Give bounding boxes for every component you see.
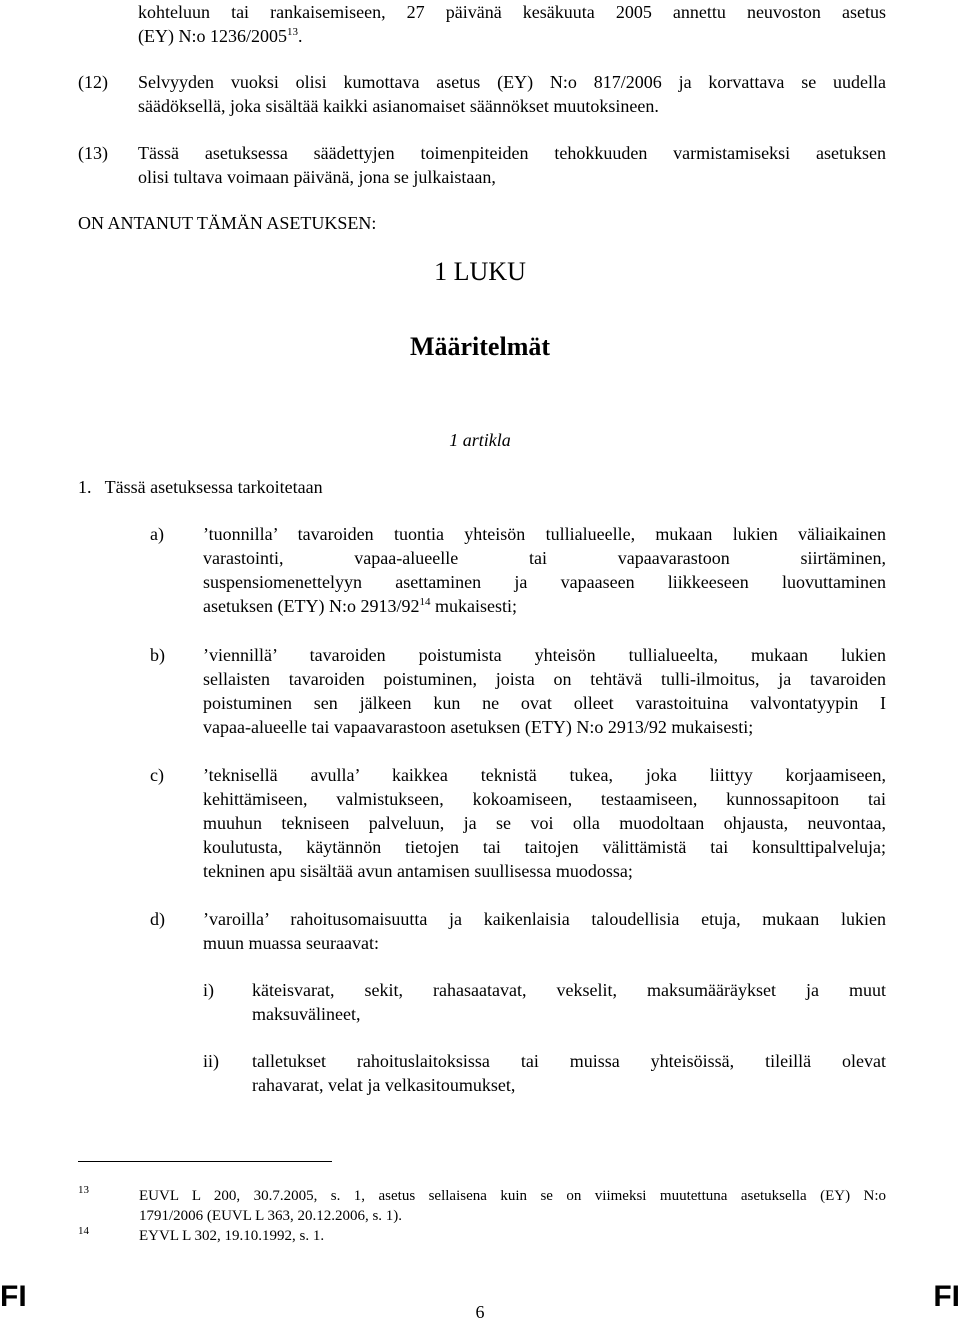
item-a	[203, 522, 886, 618]
item-text-line: asetuksen (ETY) N:o $2913/92^{14}$ mukaisesti;	[203, 596, 517, 616]
item-b	[203, 643, 886, 739]
item-label: c)	[150, 765, 164, 785]
footnote-number: 14	[78, 1225, 89, 1237]
recital-number: (12)	[78, 72, 108, 92]
item-text-line: varastointi, vapaa-alueelle tai vapaavarastoon siirtäminen,	[203, 548, 886, 568]
item-text-line: ’teknisellä avulla’ kaikkea teknistä tukea, joka liittyy korjaamiseen,	[203, 765, 886, 785]
item-label: d)	[150, 909, 165, 929]
item-label: a)	[150, 524, 164, 544]
item-text-line: sellaisten tavaroiden poistuminen, joista on tehtävä tulli-ilmoitus, ja tavaroiden	[203, 669, 886, 689]
footnote-text-line: EYVL L 302, 19.10.1992, s. 1.	[139, 1228, 325, 1244]
recital-text-line: kohteluun tai rankaisemiseen, 27 päivänä kesäkuuta 2005 annettu neuvoston asetus	[138, 2, 886, 22]
item-text-line: ’tuonnilla’ tavaroiden tuontia yhteisön tullialueelle, mukaan lukien väliaikainen	[203, 524, 886, 544]
recital-number: (13)	[78, 143, 108, 163]
item-text-line: poistuminen sen jälkeen kun ne ovat olleet varastoituina valvontatyypin I	[203, 693, 886, 713]
footnote-14	[139, 1226, 886, 1246]
subitem-text-line: rahavarat, velat ja velkasitoumukset,	[252, 1075, 516, 1095]
item-d	[203, 907, 886, 955]
subitem-label: ii)	[203, 1051, 219, 1071]
item-text-line: tekninen apu sisältää avun antamisen suullisessa muodossa;	[203, 861, 633, 881]
chapter-number: 1 LUKU	[434, 257, 526, 286]
item-text-line: ’viennillä’ tavaroiden poistumista yhteisön tullialueelta, mukaan lukien	[203, 645, 886, 665]
footnote-ref[interactable]: 14	[419, 596, 431, 608]
item-text-line: vapaa-alueelle tai vapaavarastoon asetuksen (ETY) N:o 2913/92 mukaisesti;	[203, 717, 754, 737]
footnote-ref[interactable]: 13	[286, 26, 298, 38]
footnote-separator	[78, 1161, 332, 1162]
recital-12	[138, 70, 886, 118]
recital-text-line: Tässä asetuksessa säädettyjen toimenpiteiden tehokkuuden varmistamiseksi asetuksen	[138, 143, 886, 163]
subitem-ii	[252, 1049, 886, 1097]
paragraph-1: 1. Tässä asetuksessa tarkoitetaan	[78, 477, 323, 497]
subitem-text-line: käteisvarat, sekit, rahasaatavat, vekselit, maksumääräykset ja muut	[252, 980, 886, 1000]
recital-text-line: (EY) N:o 1236/2005$^{13}$.	[138, 26, 303, 46]
footnote-text-line: EUVL L 200, 30.7.2005, s. 1, asetus sellaisena kuin se on viimeksi muutettuna asetuksella (EY) N:o	[139, 1188, 886, 1204]
article-title: 1 artikla	[449, 430, 511, 450]
subitem-label: i)	[203, 980, 214, 1000]
footer-language-right: FI	[933, 1280, 960, 1313]
page-number: 6	[475, 1302, 485, 1322]
footnote-number: 13	[78, 1184, 89, 1196]
subitem-text-line: talletukset rahoituslaitoksissa tai muissa yhteisöissä, tileillä olevat	[252, 1051, 886, 1071]
footer-language-left: FI	[0, 1280, 27, 1313]
recital-text-line: säädöksellä, joka sisältää kaikki asianomaiset säännökset muutoksineen.	[138, 96, 659, 116]
item-text-line: suspensiomenettelyyn asettaminen ja vapaaseen liikkeeseen luovuttaminen	[203, 572, 886, 592]
recital-continuation	[138, 0, 886, 48]
item-label: b)	[150, 645, 165, 665]
item-text-line: muuhun tekniseen palveluun, ja se voi olla muodoltaan ohjausta, neuvontaa,	[203, 813, 886, 833]
subitem-i	[252, 978, 886, 1026]
adoption-formula: ON ANTANUT TÄMÄN ASETUKSEN:	[78, 213, 377, 233]
subitem-text-line: maksuvälineet,	[252, 1004, 361, 1024]
item-text-line: ’varoilla’ rahoitusomaisuutta ja kaikenlaisia taloudellisia etuja, mukaan lukien	[203, 909, 886, 929]
recital-13	[138, 141, 886, 189]
footnote-13	[139, 1186, 886, 1226]
item-text-line: koulutusta, käytännön tietojen tai taitojen välittämistä tai konsulttipalveluja;	[203, 837, 886, 857]
recital-text-line: Selvyyden vuoksi olisi kumottava asetus (EY) N:o 817/2006 ja korvattava se uudella	[138, 72, 886, 92]
item-text-line: kehittämiseen, valmistukseen, kokoamiseen, testaamiseen, kunnossapitoon tai	[203, 789, 886, 809]
footnote-text-line: 1791/2006 (EUVL L 363, 20.12.2006, s. 1).	[139, 1208, 403, 1224]
chapter-title: Määritelmät	[409, 332, 551, 361]
item-text-line: muun muassa seuraavat:	[203, 933, 379, 953]
item-c	[203, 763, 886, 883]
recital-text-line: olisi tultava voimaan päivänä, jona se julkaistaan,	[138, 167, 496, 187]
